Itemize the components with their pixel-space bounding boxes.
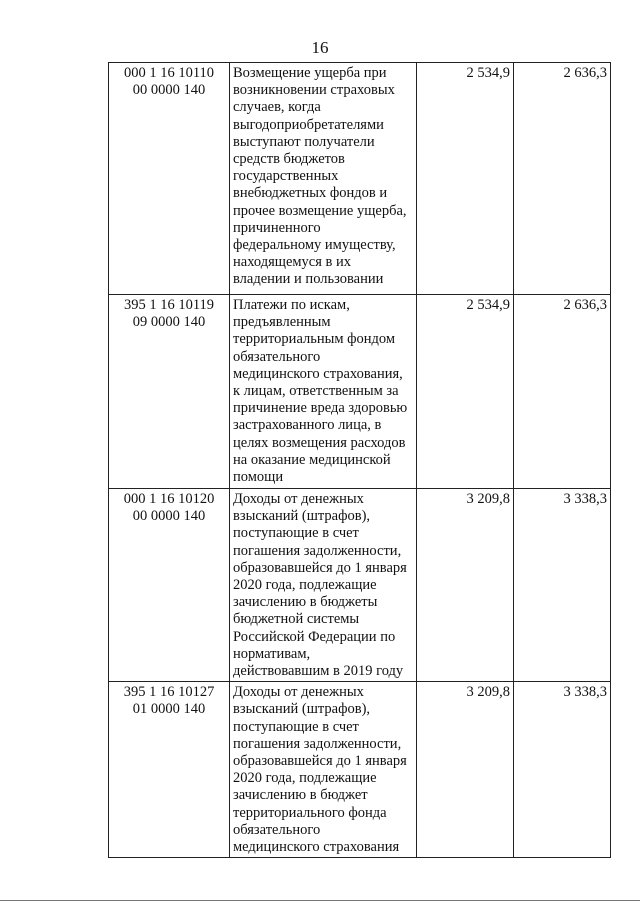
description-line: федеральному имуществу, bbox=[233, 237, 396, 254]
table-row bbox=[109, 295, 611, 489]
description-line: 2020 года, подлежащие bbox=[233, 577, 377, 594]
description-line: погашения задолженности, bbox=[233, 542, 402, 559]
table-row bbox=[109, 489, 611, 682]
budget-classification-code bbox=[109, 682, 230, 858]
description-line: территориального фонда bbox=[233, 804, 387, 821]
revenue-description bbox=[230, 682, 417, 858]
code-line: 000 1 16 10120 bbox=[123, 491, 215, 507]
code-line: 00 0000 140 bbox=[132, 82, 206, 99]
revenue-description bbox=[230, 295, 417, 489]
description-line: погашения задолженности, bbox=[233, 735, 402, 752]
code-line: 00 0000 140 bbox=[132, 508, 206, 525]
description-line: причинение вреда здоровью bbox=[233, 400, 408, 417]
description-line: Платежи по искам, bbox=[233, 297, 350, 313]
amount-cell: 3 209,8 bbox=[417, 682, 514, 858]
description-line: медицинского страхования, bbox=[233, 365, 403, 382]
description-line: поступающие в счет bbox=[233, 718, 359, 735]
description-line: застрахованного лица, в bbox=[233, 417, 382, 434]
description-line: Доходы от денежных bbox=[233, 491, 364, 507]
description-line: поступающие в счет bbox=[233, 525, 359, 542]
description-line: образовавшейся до 1 января bbox=[233, 559, 407, 576]
description-line: причиненного bbox=[233, 219, 321, 236]
description-line: Российской Федерации по bbox=[233, 628, 396, 645]
description-line: возникновении страховых bbox=[233, 82, 395, 99]
amount-cell: 2 534,9 bbox=[417, 295, 514, 489]
description-line: на оказание медицинской bbox=[233, 451, 391, 468]
description-line: случаев, когда bbox=[233, 99, 321, 116]
description-line: обязательного bbox=[233, 348, 321, 365]
description-line: выгодоприобретателями bbox=[233, 116, 384, 133]
description-line: помощи bbox=[233, 469, 284, 486]
description-line: образовавшейся до 1 января bbox=[233, 753, 407, 770]
description-line: предъявленным bbox=[233, 314, 331, 331]
table-row bbox=[109, 682, 611, 858]
code-line: 395 1 16 10127 bbox=[123, 684, 215, 701]
amount-cell: 2 534,9 bbox=[417, 63, 514, 295]
description-line: государственных bbox=[233, 168, 339, 185]
description-line: средств бюджетов bbox=[233, 151, 345, 168]
description-line: Возмещение ущерба при bbox=[233, 65, 387, 81]
code-line: 09 0000 140 bbox=[132, 314, 206, 331]
description-line: обязательного bbox=[233, 821, 321, 838]
page-bottom-edge bbox=[0, 900, 640, 901]
page-number: 16 bbox=[311, 38, 329, 57]
description-line: медицинского страхования bbox=[233, 839, 400, 856]
description-line: взысканий (штрафов), bbox=[233, 508, 371, 525]
code-line: 395 1 16 10119 bbox=[123, 297, 215, 313]
code-line: 01 0000 140 bbox=[132, 701, 206, 718]
description-line: к лицам, ответственным за bbox=[233, 383, 399, 400]
description-line: действовавшим в 2019 году bbox=[233, 663, 404, 680]
budget-classification-code bbox=[109, 63, 230, 295]
description-line: бюджетной системы bbox=[233, 611, 360, 628]
description-line: целях возмещения расходов bbox=[233, 434, 406, 451]
description-line: 2020 года, подлежащие bbox=[233, 770, 377, 787]
description-line: зачислению в бюджеты bbox=[233, 594, 378, 611]
budget-classification-code bbox=[109, 295, 230, 489]
revenue-table bbox=[108, 62, 611, 858]
amount-cell: 3 209,8 bbox=[417, 489, 514, 682]
description-line: территориальным фондом bbox=[233, 331, 396, 348]
description-line: прочее возмещение ущерба, bbox=[233, 202, 407, 219]
code-line: 000 1 16 10110 bbox=[123, 65, 215, 81]
amount-cell: 3 338,3 bbox=[514, 682, 611, 858]
description-line: нормативам, bbox=[233, 645, 311, 662]
amount-cell: 3 338,3 bbox=[514, 489, 611, 682]
budget-classification-code bbox=[109, 489, 230, 682]
table-row bbox=[109, 63, 611, 295]
revenue-description bbox=[230, 63, 417, 295]
description-line: выступают получатели bbox=[233, 133, 375, 150]
description-line: находящемуся в их bbox=[233, 254, 352, 271]
amount-cell: 2 636,3 bbox=[514, 63, 611, 295]
description-line: взысканий (штрафов), bbox=[233, 701, 371, 718]
description-line: Доходы от денежных bbox=[233, 684, 364, 701]
revenue-description bbox=[230, 489, 417, 682]
description-line: владении и пользовании bbox=[233, 271, 384, 288]
amount-cell: 2 636,3 bbox=[514, 295, 611, 489]
description-line: зачислению в бюджет bbox=[233, 787, 368, 804]
description-line: внебюджетных фондов и bbox=[233, 185, 388, 202]
